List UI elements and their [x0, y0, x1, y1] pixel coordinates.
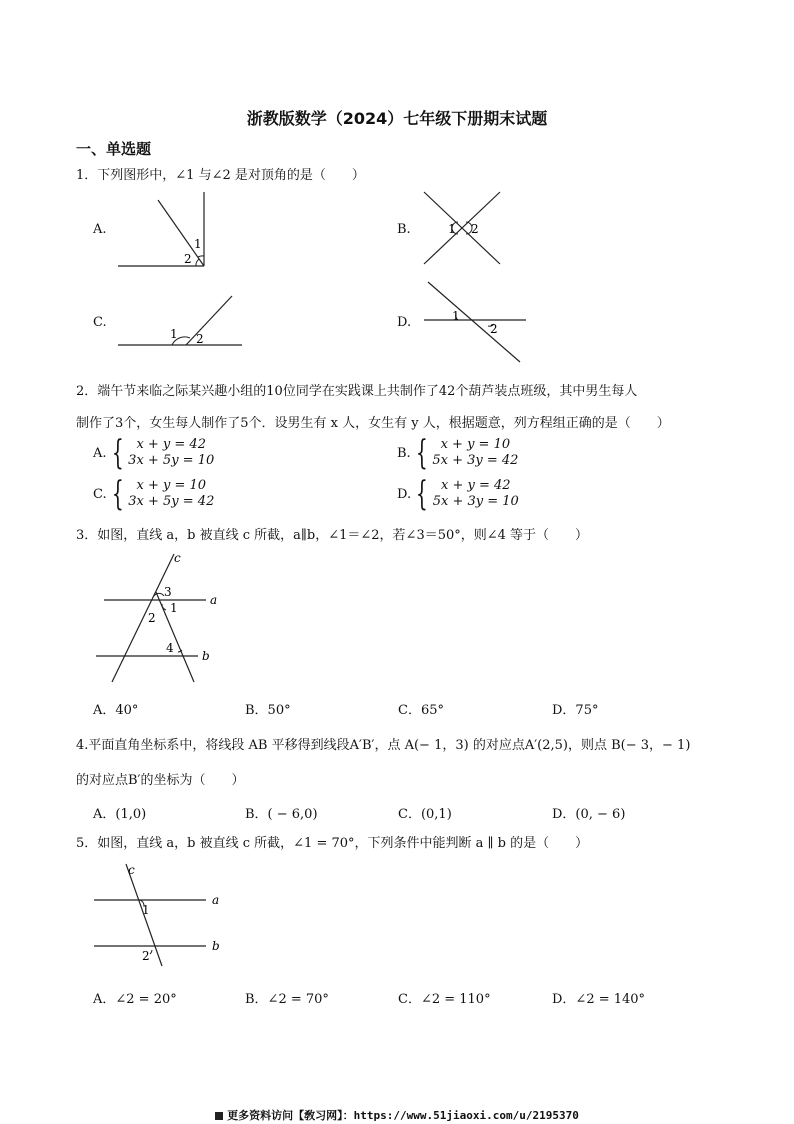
q4-option-a: A．(1,0) — [93, 807, 147, 822]
svg-text:4: 4 — [166, 641, 174, 655]
q2-option-a-label: A. — [93, 445, 107, 461]
q5-figure — [88, 860, 228, 970]
q2-option-b-label: B. — [397, 445, 411, 461]
svg-text:2: 2 — [148, 611, 156, 625]
q2-option-b-eq1: x + y = 10 — [440, 437, 511, 452]
q3-option-a: A．40° — [93, 703, 139, 718]
footer-link[interactable]: 更多资料访问【敎习网】：https://www.51jiaoxi.com/u/2195370 — [227, 1109, 579, 1122]
svg-text:1: 1 — [142, 903, 150, 917]
svg-text:a: a — [212, 893, 220, 907]
q2-option-c-eq2: 3x + 5y = 42 — [128, 494, 215, 509]
q1-figure-d — [420, 278, 530, 366]
svg-text:1: 1 — [170, 327, 178, 341]
brace-symbol: { — [111, 474, 124, 514]
q1-option-d-label: D. — [397, 315, 412, 330]
q2-stem-line1: 2．端午节来临之际某兴趣小组的10位同学在实践课上共制作了42个葫芦装点班级，其中男生每人 — [76, 384, 638, 399]
q3-option-d: D．75° — [552, 703, 599, 718]
svg-text:c: c — [174, 551, 181, 565]
q2-option-a-eq1: x + y = 42 — [136, 437, 206, 452]
svg-text:b: b — [202, 649, 210, 663]
q3-option-c: C．65° — [398, 703, 444, 718]
svg-text:b: b — [212, 939, 220, 953]
q4-option-c: C．(0,1) — [398, 807, 452, 822]
flag-icon — [215, 1112, 223, 1120]
q1-option-b-label: B. — [397, 222, 411, 237]
svg-text:c: c — [128, 863, 135, 877]
q2-option-b — [397, 433, 519, 473]
svg-text:2: 2 — [490, 322, 498, 336]
q5-option-d: D．∠2 = 140° — [552, 992, 646, 1007]
svg-text:1: 1 — [448, 222, 456, 236]
q4-stem-line2: 的对应点B′的坐标为（ ） — [76, 773, 245, 788]
q3-stem: 3．如图，直线 a，b 被直线 c 所截，a∥b，∠1＝∠2，若∠3＝50°，则∠4 等于（ ） — [76, 528, 589, 543]
q2-option-a-eq2: 3x + 5y = 10 — [128, 453, 215, 468]
q1-figure-a — [110, 190, 220, 274]
q4-stem-line1: 4.平面直角坐标系中，将线段 AB 平移得到线段A′B′，点 A(− 1，3) 的对应点A′(2,5)，则点 B(− 3，− 1) — [76, 738, 691, 753]
svg-text:2: 2 — [184, 252, 192, 266]
q3-figure — [94, 548, 224, 688]
q1-option-c-label: C. — [93, 315, 107, 330]
brace-symbol: { — [415, 474, 428, 514]
q3-option-b: B．50° — [245, 703, 291, 718]
q2-option-a — [93, 433, 215, 473]
q2-option-d-eq1: x + y = 42 — [441, 478, 511, 493]
svg-text:2: 2 — [196, 332, 204, 346]
footer — [0, 1107, 794, 1123]
q5-option-a: A．∠2 = 20° — [93, 992, 177, 1007]
q5-option-b: B．∠2 = 70° — [245, 992, 329, 1007]
q1-stem: 1．下列图形中，∠1 与∠2 是对顶角的是（ ） — [76, 168, 365, 183]
q1-option-a-label: A. — [93, 222, 107, 237]
q2-option-c-label: C. — [93, 486, 107, 502]
q2-option-d — [397, 474, 519, 514]
svg-text:1: 1 — [452, 309, 460, 323]
section-heading: 一、单选题 — [76, 140, 152, 158]
q2-option-d-label: D. — [397, 486, 412, 502]
q4-option-b: B．( − 6,0) — [245, 807, 318, 822]
q5-option-c: C．∠2 = 110° — [398, 992, 491, 1007]
svg-text:a: a — [210, 593, 218, 607]
q2-option-c — [93, 474, 215, 514]
brace-symbol: { — [111, 433, 124, 473]
svg-text:3: 3 — [164, 585, 172, 599]
q2-stem-line2: 制作了3个，女生每人制作了5个．设男生有 x 人，女生有 y 人，根据题意，列方程组正确的是（ ） — [76, 416, 670, 431]
svg-text:2: 2 — [471, 222, 479, 236]
svg-text:1: 1 — [170, 601, 178, 615]
q1-figure-c — [110, 290, 250, 352]
q2-option-b-eq2: 5x + 3y = 42 — [432, 453, 519, 468]
q5-stem: 5．如图，直线 a，b 被直线 c 所截，∠1 = 70°，下列条件中能判断 a ∥ b 的是（ ） — [76, 836, 589, 851]
q2-option-d-eq2: 5x + 3y = 10 — [432, 494, 519, 509]
svg-text:1: 1 — [194, 237, 202, 251]
q1-figure-b — [418, 188, 508, 268]
q4-option-d: D．(0, − 6) — [552, 807, 626, 822]
brace-symbol: { — [415, 433, 428, 473]
q2-option-c-eq1: x + y = 10 — [136, 478, 207, 493]
svg-text:2: 2 — [142, 949, 150, 963]
page-title: 浙教版数学（2024）七年级下册期末试题 — [246, 109, 548, 128]
